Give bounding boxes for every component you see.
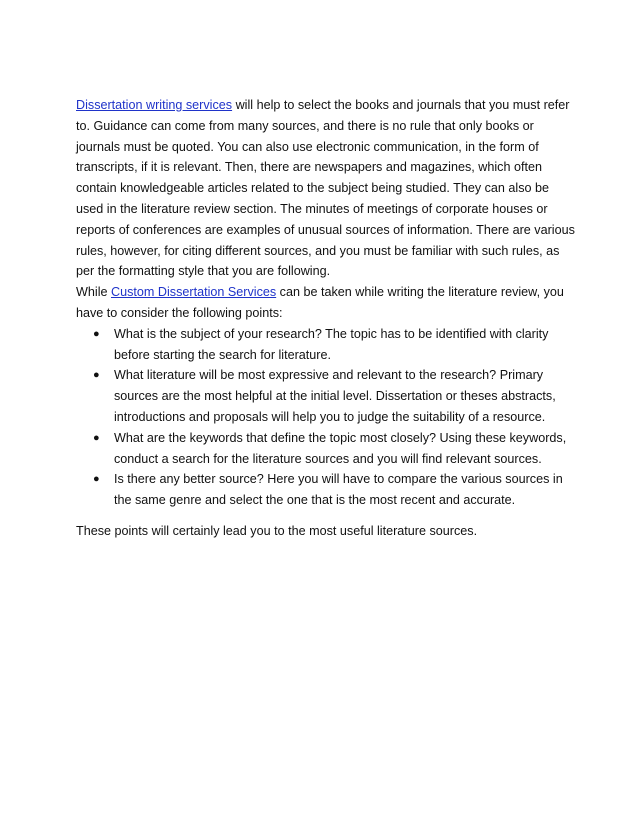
list-item	[76, 469, 576, 511]
services-paragraph-text: can be taken while writing the literature review, you have to consider the following points:	[76, 285, 564, 320]
list-item	[76, 324, 576, 366]
bullet-icon: ●	[93, 369, 100, 382]
closing-paragraph: These points will certainly lead you to the most useful literature sources.	[76, 523, 478, 538]
bullet-icon: ●	[93, 327, 100, 340]
services-paragraph-lead: While	[76, 285, 111, 300]
dissertation-writing-services-link[interactable]: Dissertation writing services	[76, 98, 233, 112]
list-item-text: What are the keywords that define the topic most closely? Using these keywords, conduct a search for the literature sources and you will find relevant sources.	[114, 430, 567, 466]
list-item-text: What literature will be most expressive and relevant to the research? Primary sources are the most helpful at the initial level. Dissertation or theses abstracts, introductions and proposals will help you to judge the suitability of a resource.	[114, 368, 556, 424]
list-item	[76, 365, 576, 427]
points-list	[76, 324, 576, 511]
document-body	[76, 95, 576, 542]
list-item-text: Is there any better source? Here you will have to compare the various sources in the same genre and select the one that is the most recent and accurate.	[114, 472, 563, 508]
bullet-icon: ●	[93, 473, 100, 486]
custom-dissertation-services-link[interactable]: Custom Dissertation Services	[111, 285, 277, 300]
list-item	[76, 428, 576, 470]
bullet-icon: ●	[93, 431, 100, 444]
intro-paragraph	[76, 95, 576, 282]
list-item-text: What is the subject of your research? The topic has to be identified with clarity before starting the search for literature.	[114, 326, 549, 362]
intro-paragraph-text: will help to select the books and journals that you must refer to. Guidance can come from many sources, and there is no rule that only books or journals must be quoted. You can also use electronic communication, in the form of transcripts, if it is relevant. Then, there are newspapers and magazines, which often contain knowledgeable articles related to the subject being studied. They can also be used in the literature review section. The minutes of meetings of corporate houses or reports of conferences are examples of unusual sources of information. There are various rules, however, for citing different sources, and you must be familiar with such rules, as per the formatting style that you are following.	[76, 98, 575, 279]
services-paragraph	[76, 282, 576, 324]
